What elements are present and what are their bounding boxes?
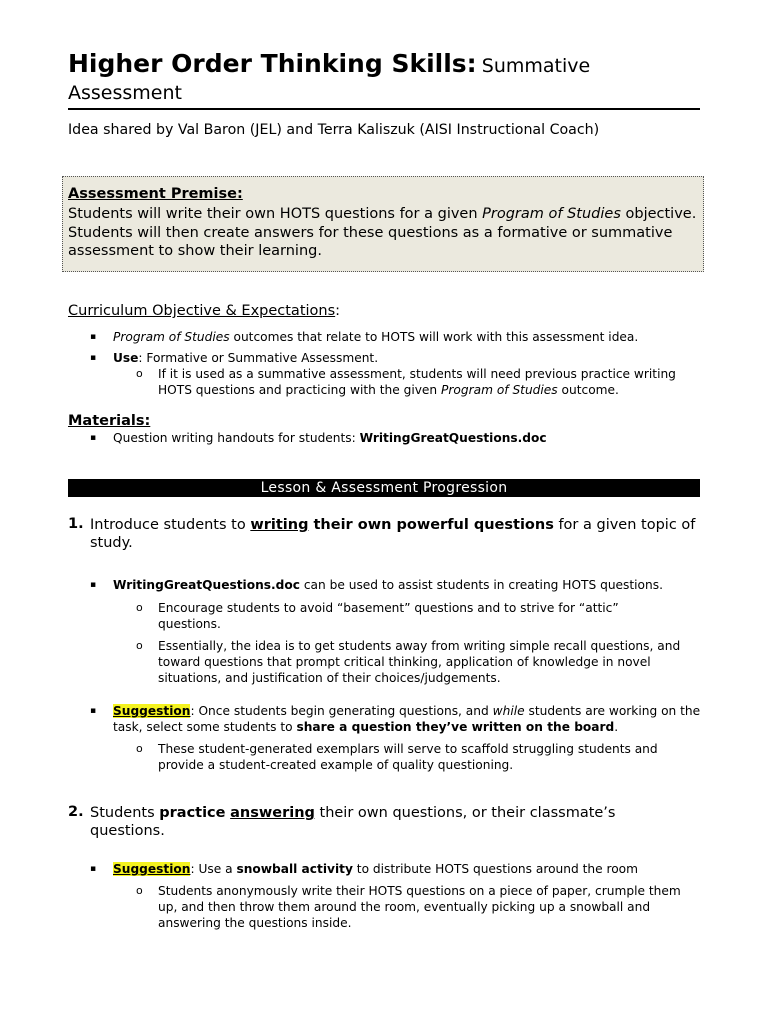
byline: Idea shared by Val Baron (JEL) and Terra Kaliszuk (AISI Instructional Coach) (68, 122, 600, 138)
step-1-subitem-1: Encourage students to avoid “basement” questions and to strive for “attic” questions. (158, 601, 619, 631)
materials-heading: Materials: (68, 413, 151, 429)
premise-text: Students will write their own HOTS questions for a given Program of Studies objective. Students will then create answers for these questions as a formative or summative assessment to show their learning. (68, 206, 697, 259)
step-1-subitem-3: These student-generated exemplars will serve to scaffold struggling students and provide a student-created example of quality questioning. (158, 742, 658, 772)
step-1-suggestion: Suggestion: Once students begin generating questions, and while students are working on the task, select some students to share a question they’ve written on the board. (113, 704, 701, 734)
page-title (68, 50, 700, 107)
curriculum-item-2: Use: Formative or Summative Assessment. (113, 351, 379, 365)
step-1-subitem-2: Essentially, the idea is to get students away from writing simple recall questions, and toward questions that prompt critical thinking, application of knowledge in novel situations, and justification of their choices/judgements. (158, 639, 681, 685)
section-banner: Lesson & Assessment Progression (68, 479, 700, 497)
step-2-subitem-1: Students anonymously write their HOTS questions on a piece of paper, crumple them up, and then throw them around the room, eventually picking up a snowball and answering the questions inside. (158, 884, 681, 930)
square-bullet: ▪ (90, 332, 97, 342)
circle-bullet: o (136, 639, 143, 652)
step-2-number: 2. (68, 804, 84, 820)
circle-bullet: o (136, 601, 143, 614)
circle-bullet: o (136, 884, 143, 897)
circle-bullet: o (136, 742, 143, 755)
suggestion-highlight: Suggestion (113, 704, 191, 718)
square-bullet: ▪ (90, 433, 97, 443)
circle-bullet: o (136, 367, 143, 380)
curriculum-subitem-1: If it is used as a summative assessment, students will need previous practice writing HOTS questions and practicing with the given Program of Studies outcome. (158, 367, 676, 397)
title-bold-part: Higher Order Thinking Skills: (68, 49, 477, 78)
step-2-suggestion: Suggestion: Use a snowball activity to distribute HOTS questions around the room (113, 862, 638, 876)
suggestion-highlight: Suggestion (113, 862, 191, 876)
square-bullet: ▪ (90, 706, 97, 716)
step-1-number: 1. (68, 516, 84, 532)
curriculum-item-1: Program of Studies outcomes that relate to HOTS will work with this assessment idea. (113, 330, 639, 344)
materials-item: Question writing handouts for students: WritingGreatQuestions.doc (113, 431, 547, 445)
step-2-text: Students practice answering their own questions, or their classmate’s questions. (90, 805, 616, 839)
step-1-text: Introduce students to writing their own powerful questions for a given topic of study. (90, 517, 696, 551)
square-bullet: ▪ (90, 580, 97, 590)
square-bullet: ▪ (90, 353, 97, 363)
step-1-bullet-1: WritingGreatQuestions.doc can be used to assist students in creating HOTS questions. (113, 578, 663, 592)
square-bullet: ▪ (90, 864, 97, 874)
title-rule (68, 108, 700, 110)
premise-heading: Assessment Premise: (68, 186, 243, 202)
title-rest-part: Summative Assessment (68, 55, 591, 104)
curriculum-heading: Curriculum Objective & Expectations: (68, 303, 341, 319)
